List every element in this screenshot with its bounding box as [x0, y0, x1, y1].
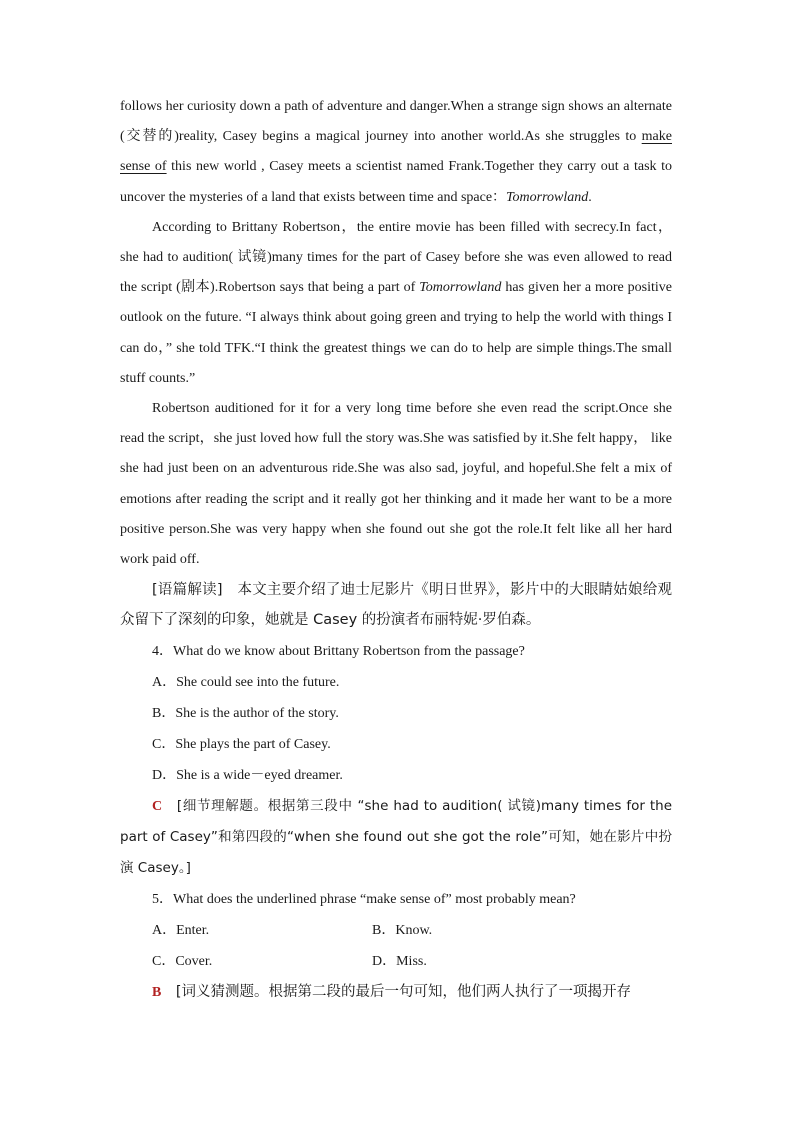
- passage-summary: [语篇解读] 本文主要介绍了迪士尼影片《明日世界》，影片中的大眼睛姑娘给观众留下了深刻的印象，她就是 Casey 的扮演者布丽特妮·罗伯森。: [120, 582, 672, 629]
- q4-answer: C: [152, 798, 163, 814]
- q4-option-c: C．She plays the part of Casey.: [152, 736, 331, 752]
- question-4: 4．What do we know about Brittany Robertson from the passage?: [152, 643, 525, 659]
- q4-option-a: A．She could see into the future.: [152, 674, 340, 690]
- para1-text-c: .: [588, 189, 592, 205]
- passage-paragraph-1: [120, 92, 672, 213]
- document-page: [120, 92, 672, 1008]
- para1-title-italic: Tomorrowland: [506, 189, 589, 205]
- para2-title-italic: Tomorrowland: [419, 280, 502, 296]
- q4-option-b: B．She is the author of the story.: [152, 705, 339, 721]
- underlined-phrase: make sense of: [120, 129, 672, 175]
- question-5: 5．What does the underlined phrase “make sense of” most probably mean?: [152, 892, 576, 908]
- para1-text-b: this new world , Casey meets a scientist named Frank.Together they carry out a task to uncover the mysteries of a land that exists between time and space：: [120, 159, 672, 205]
- q5-explanation: [词义猜测题。根据第二段的最后一句可知，他们两人执行了一项揭开存: [161, 984, 631, 1001]
- para1-text-a: follows her curiosity down a path of adventure and danger.When a strange sign shows an alternate (交替的)reality, Casey begins a magical journey into another world.As she struggles to: [120, 99, 672, 145]
- para2-text-a: According to Brittany Robertson，the entire movie has been filled with secrecy.In fact， she had to audition( 试镜)many times for the part of Casey before she was even allowed to read the script (剧本).Robertson says that being a part of: [120, 219, 672, 296]
- passage-paragraph-3: Robertson auditioned for it for a very long time before she even read the script.Once she read the script，she just loved how full the story was.She was satisfied by it.She felt happy， like she had just been on an adventurous ride.She was also sad, joyful, and hopeful.She felt a mix of emotions after reading the script and it really got her thinking and it made her want to be a more positive person.She was very happy when she found out she got the role.It felt like all her hard work paid off.: [120, 401, 672, 568]
- q5-options-row-1: [120, 915, 672, 946]
- q4-answer-explanation: [120, 791, 672, 885]
- q5-answer-explanation: [120, 977, 672, 1008]
- q4-explanation: [细节理解题。根据第三段中 “she had to audition( 试镜)many times for the part of Casey”和第四段的“when she found out she got the role”可知，她在影片中扮演 Casey。]: [120, 797, 672, 877]
- para2-text-b: has given her a more positive outlook on the future. “I always think about going green and trying to help the world with things I can do，” she told TFK.“I think the greatest things we can do to help are simple things.The small stuff counts.”: [120, 280, 673, 386]
- q5-option-d: D．Miss.: [372, 954, 427, 970]
- q5-options-row-2: [120, 946, 672, 977]
- passage-paragraph-2: [120, 213, 672, 394]
- q5-option-a: A．Enter.: [152, 923, 210, 939]
- q4-option-d: D．She is a wide－eyed dreamer.: [152, 767, 343, 783]
- q5-option-c: C．Cover.: [152, 954, 213, 970]
- q5-option-b: B．Know.: [372, 923, 433, 939]
- q5-answer: B: [152, 985, 162, 1001]
